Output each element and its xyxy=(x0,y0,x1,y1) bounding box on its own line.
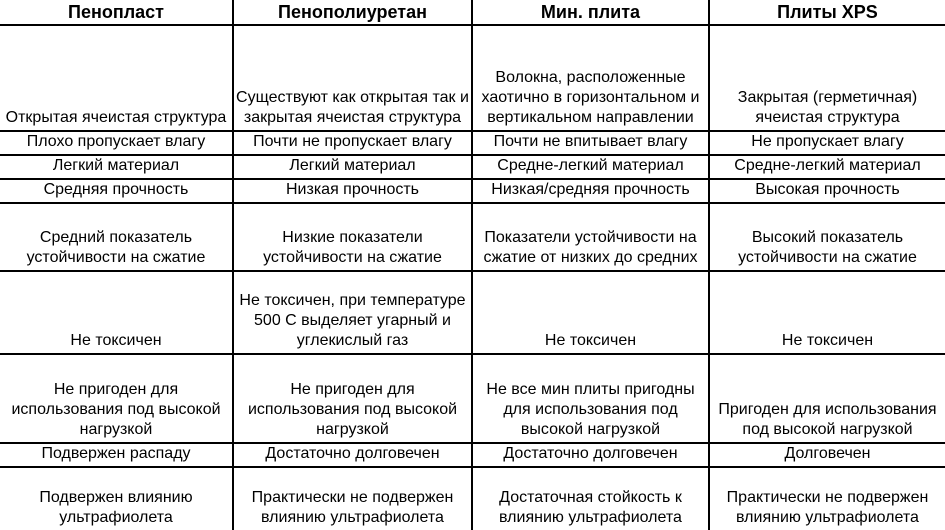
table-cell: Не токсичен xyxy=(0,271,233,354)
table-cell: Средняя прочность xyxy=(0,179,233,203)
table-cell: Достаточно долговечен xyxy=(472,443,709,467)
table-cell: Достаточно долговечен xyxy=(233,443,472,467)
table-cell: Легкий материал xyxy=(0,155,233,179)
table-cell: Почти не пропускает влагу xyxy=(233,131,472,155)
table-cell: Волокна, расположенные хаотично в горизонтальном и вертикальном направлении xyxy=(472,25,709,131)
table-cell: Плохо пропускает влагу xyxy=(0,131,233,155)
table-cell: Средне-легкий материал xyxy=(472,155,709,179)
table-cell: Практически не подвержен влиянию ультрафиолета xyxy=(233,467,472,530)
table-cell: Подвержен влиянию ультрафиолета xyxy=(0,467,233,530)
table-cell: Существуют как открытая так и закрытая ячеистая структура xyxy=(233,25,472,131)
table-cell: Практически не подвержен влиянию ультрафиолета xyxy=(726,489,929,526)
table-row-strength xyxy=(0,179,945,203)
table-row-compression xyxy=(0,203,945,271)
table-row-durability xyxy=(0,443,945,467)
table-cell: Закрытая (герметичная) ячеистая структура xyxy=(709,25,945,131)
table-cell: Не пригоден для использования под высокой нагрузкой xyxy=(0,354,233,443)
table-cell: Высокий показатель устойчивости на сжатие xyxy=(709,203,945,271)
table-cell: Высокая прочность xyxy=(709,179,945,203)
table-cell: Не токсичен xyxy=(709,271,945,354)
column-header-plity-xps: Плиты XPS xyxy=(709,0,945,25)
table-cell: Легкий материал xyxy=(233,155,472,179)
table-cell: Пригоден для использования под высокой нагрузкой xyxy=(709,354,945,443)
table-cell: Показатели устойчивости на сжатие от низких до средних xyxy=(472,203,709,271)
table-cell: Средний показатель устойчивости на сжатие xyxy=(0,203,233,271)
table-cell: Низкая/средняя прочность xyxy=(472,179,709,203)
table-cell: Долговечен xyxy=(709,443,945,467)
table-row-load-capacity xyxy=(0,354,945,443)
table-row-weight xyxy=(0,155,945,179)
table-cell: Не пригоден для использования под высокой нагрузкой xyxy=(233,354,472,443)
table-cell: Не пропускает влагу xyxy=(709,131,945,155)
table-row-structure xyxy=(0,25,945,131)
table-cell: Не токсичен xyxy=(472,271,709,354)
table-row-toxicity xyxy=(0,271,945,354)
table-cell: Низкие показатели устойчивости на сжатие xyxy=(233,203,472,271)
table-cell: Достаточная стойкость к влиянию ультрафиолета xyxy=(472,467,709,530)
table-row-uv-resistance xyxy=(0,467,945,530)
table-cell: Не все мин плиты пригодны для использования под высокой нагрузкой xyxy=(472,354,709,443)
column-header-min-plita: Мин. плита xyxy=(472,0,709,25)
table-cell: Почти не впитывает влагу xyxy=(472,131,709,155)
table-cell: Не токсичен, при температуре 500 С выделяет угарный и углекислый газ xyxy=(233,271,472,354)
table-cell: Подвержен распаду xyxy=(0,443,233,467)
column-header-penopoliuretan: Пенополиуретан xyxy=(233,0,472,25)
header-row xyxy=(0,0,945,25)
table-cell: Средне-легкий материал xyxy=(709,155,945,179)
column-header-penoplast: Пенопласт xyxy=(0,0,233,25)
table-cell: Открытая ячеистая структура xyxy=(0,25,233,131)
table-cell: Низкая прочность xyxy=(233,179,472,203)
table-row-moisture xyxy=(0,131,945,155)
